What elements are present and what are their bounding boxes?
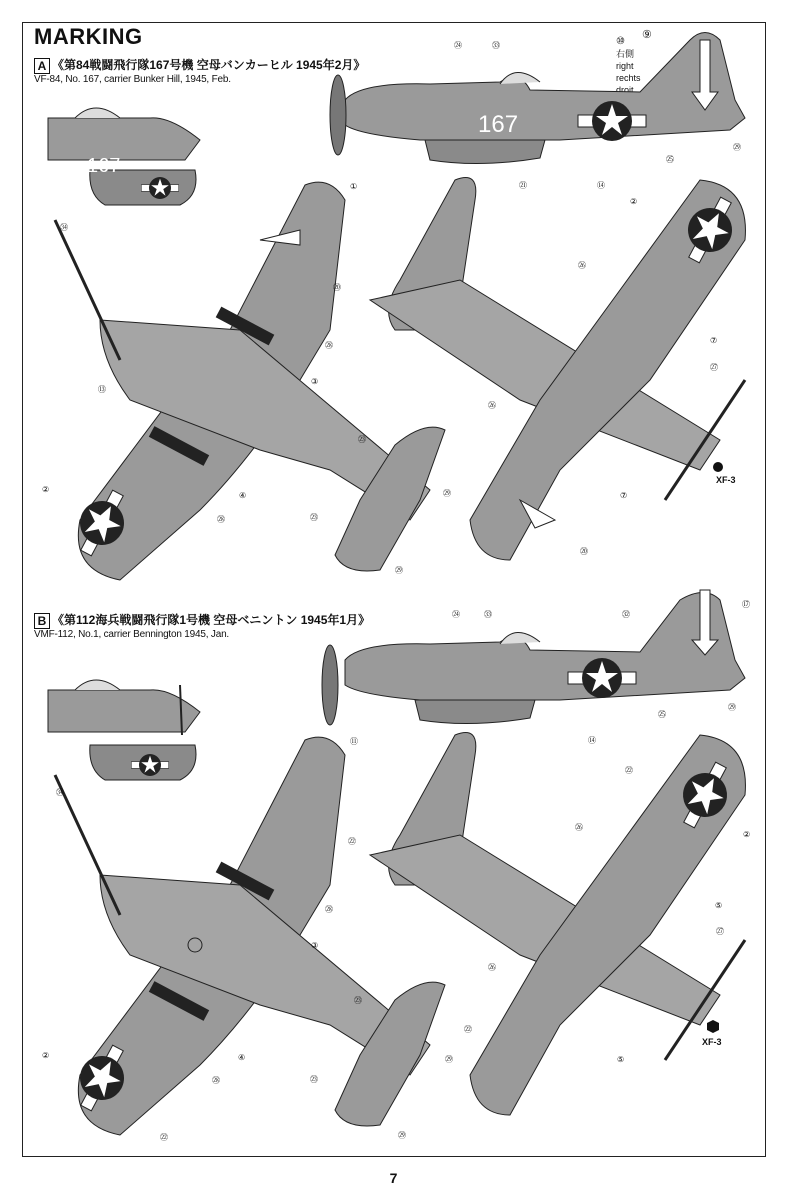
callout-a-23-b: ㉓ bbox=[310, 513, 318, 522]
callout-b-29-side: ㉙ bbox=[728, 703, 736, 712]
paint-xf3-b: XF-3 bbox=[702, 1037, 722, 1047]
section-b-side-view bbox=[322, 590, 745, 725]
callout-a-20-bottom: ⑳ bbox=[580, 547, 588, 556]
section-b-letter: B bbox=[34, 613, 50, 629]
callout-a-26-b: ㉖ bbox=[488, 401, 496, 410]
callout-b-22-wing: ㉒ bbox=[160, 1133, 168, 1142]
callout-a-14: ⑭ bbox=[597, 181, 605, 190]
callout-a-3: ③ bbox=[311, 377, 319, 386]
callout-b-26-a: ㉖ bbox=[575, 823, 583, 832]
callout-a-28-bottom: ㉘ bbox=[217, 515, 225, 524]
callout-a-1: ① bbox=[350, 182, 358, 191]
callout-a-28-top: ㉘ bbox=[325, 341, 333, 350]
section-b-bottom-view bbox=[370, 733, 745, 1116]
callout-b-25: ㉕ bbox=[658, 710, 666, 719]
callout-b-28-bottom: ㉘ bbox=[212, 1076, 220, 1085]
callout-a-26-a: ㉖ bbox=[578, 261, 586, 270]
callout-a-34: ㉞ bbox=[60, 223, 68, 232]
side-note-line-4: droit bbox=[616, 85, 634, 95]
section-a-letter: A bbox=[34, 58, 50, 74]
callout-a-7-b: ⑦ bbox=[620, 491, 628, 500]
callout-b-4: ④ bbox=[238, 1053, 246, 1062]
callout-a-29-a: ㉙ bbox=[443, 489, 451, 498]
callout-b-27: ㉗ bbox=[716, 927, 724, 936]
side-note-line-2: right bbox=[616, 61, 634, 71]
callout-a-25: ㉕ bbox=[666, 155, 674, 164]
section-a-top-view bbox=[55, 182, 445, 580]
callout-a-13: ⑬ bbox=[98, 385, 106, 394]
side-note-line-1: 右側 bbox=[616, 49, 635, 59]
callout-b-11: ⑪ bbox=[350, 737, 358, 746]
section-b-jp-title: 《第112海兵戦闘飛行隊1号機 空母ベニントン 1945年1月》 bbox=[52, 613, 371, 627]
callout-b-32: ㉜ bbox=[622, 610, 630, 619]
callout-a-7-a: ⑦ bbox=[710, 336, 718, 345]
side-note-arrow-number: ⑨ bbox=[642, 29, 652, 41]
callout-b-28-top: ㉘ bbox=[325, 905, 333, 914]
callout-a-24: ㉔ bbox=[454, 41, 462, 50]
page-title: MARKING bbox=[34, 24, 143, 49]
section-a-inset bbox=[48, 108, 200, 205]
callout-b-5-b: ⑤ bbox=[617, 1055, 625, 1064]
paint-xf3-a: XF-3 bbox=[716, 475, 736, 485]
callout-b-29-b: ㉙ bbox=[398, 1131, 406, 1140]
section-a-bottom-view bbox=[370, 178, 745, 561]
callout-b-23-b: ㉓ bbox=[310, 1075, 318, 1084]
callout-a-29-b: ㉙ bbox=[395, 566, 403, 575]
callout-a-2-top: ② bbox=[42, 485, 50, 494]
callout-b-22-c: ㉒ bbox=[464, 1025, 472, 1034]
callout-b-14: ⑭ bbox=[588, 736, 596, 745]
callout-a-20-top: ⑳ bbox=[333, 283, 341, 292]
callout-b-22-b: ㉒ bbox=[625, 766, 633, 775]
side-note-line-3: rechts bbox=[616, 73, 641, 83]
section-a-side-view bbox=[330, 33, 745, 164]
section-a-jp-title: 《第84戦闘飛行隊167号機 空母バンカーヒル 1945年2月》 bbox=[52, 58, 366, 72]
section-a-side-number: 167 bbox=[478, 111, 519, 138]
page-number: 7 bbox=[389, 1170, 398, 1186]
callout-b-22-top: ㉒ bbox=[348, 837, 356, 846]
callout-b-29-a: ㉙ bbox=[445, 1055, 453, 1064]
callout-a-27: ㉗ bbox=[710, 363, 718, 372]
callout-b-2-bottom: ② bbox=[743, 830, 751, 839]
callout-b-24: ㉔ bbox=[452, 610, 460, 619]
callout-b-5-a: ⑤ bbox=[715, 901, 723, 910]
callout-a-2-bottom: ② bbox=[630, 197, 638, 206]
callout-b-3: ③ bbox=[311, 941, 319, 950]
callout-b-2-top: ② bbox=[42, 1051, 50, 1060]
callout-a-23-a: ㉓ bbox=[358, 435, 366, 444]
callout-a-21: ㉑ bbox=[519, 181, 527, 190]
section-b-en-title: VMF-112, No.1, carrier Bennington 1945, Jan. bbox=[34, 629, 230, 640]
callout-b-33: ㉝ bbox=[484, 610, 492, 619]
callout-a-29-side: ㉙ bbox=[733, 143, 741, 152]
callout-b-23-a: ㉓ bbox=[354, 996, 362, 1005]
section-b-top-view bbox=[55, 737, 445, 1135]
callout-b-17: ⑰ bbox=[742, 600, 750, 609]
section-a-en-title: VF-84, No. 167, carrier Bunker Hill, 1945, Feb. bbox=[34, 74, 231, 85]
callout-a-33: ㉝ bbox=[492, 41, 500, 50]
callout-a-4: ④ bbox=[239, 491, 247, 500]
callout-b-34: ㉞ bbox=[56, 788, 64, 797]
callout-b-26-b: ㉖ bbox=[488, 963, 496, 972]
section-a-inset-number: 167 bbox=[87, 155, 121, 177]
section-b-inset bbox=[48, 680, 200, 780]
side-note-number: ⑩ bbox=[616, 36, 625, 47]
